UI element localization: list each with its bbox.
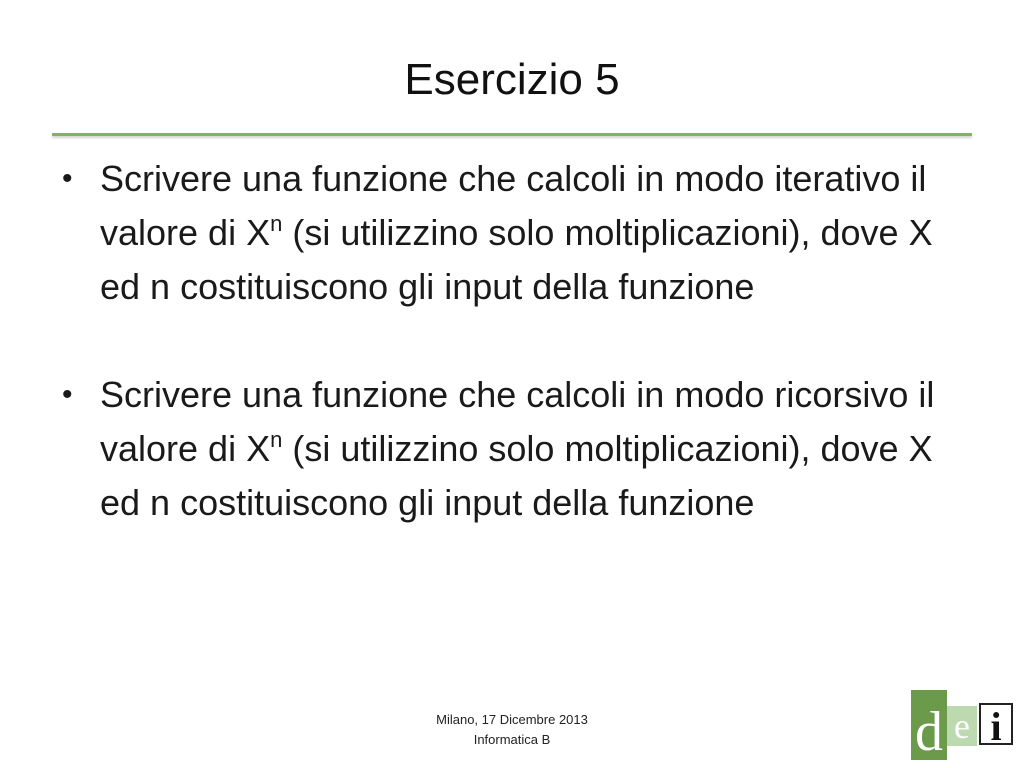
bullet-dot-icon: • <box>62 162 73 195</box>
bullet-text-part1: Scrivere una funzione che calcoli in modo iterativo il valore di X <box>100 158 927 253</box>
exponent: n <box>270 427 283 452</box>
bullet-recursive <box>62 368 962 530</box>
slide-footer <box>412 710 612 750</box>
title-divider <box>52 133 972 136</box>
footer-date: Milano, 17 Dicembre 2013 <box>436 712 588 727</box>
slide-title: Esercizio 5 <box>404 55 620 104</box>
logo-letter-e: e <box>954 706 970 746</box>
bullet-list <box>62 152 962 530</box>
bullet-iterative <box>62 152 962 314</box>
bullet-dot-icon: • <box>62 378 73 411</box>
dei-logo-icon <box>911 690 1013 760</box>
logo-letter-i: i <box>990 704 1002 749</box>
exponent: n <box>270 211 283 236</box>
bullet-text-part2: (si utilizzino solo moltiplicazioni), dove X ed n costituiscono gli input della funzione <box>100 428 933 523</box>
footer-course: Informatica B <box>473 732 551 747</box>
logo-letter-d: d <box>915 701 943 760</box>
bullet-text-part2: (si utilizzino solo moltiplicazioni), dove X ed n costituiscono gli input della funzione <box>100 212 933 307</box>
bullet-text-part1: Scrivere una funzione che calcoli in modo ricorsivo il valore di X <box>100 374 935 469</box>
